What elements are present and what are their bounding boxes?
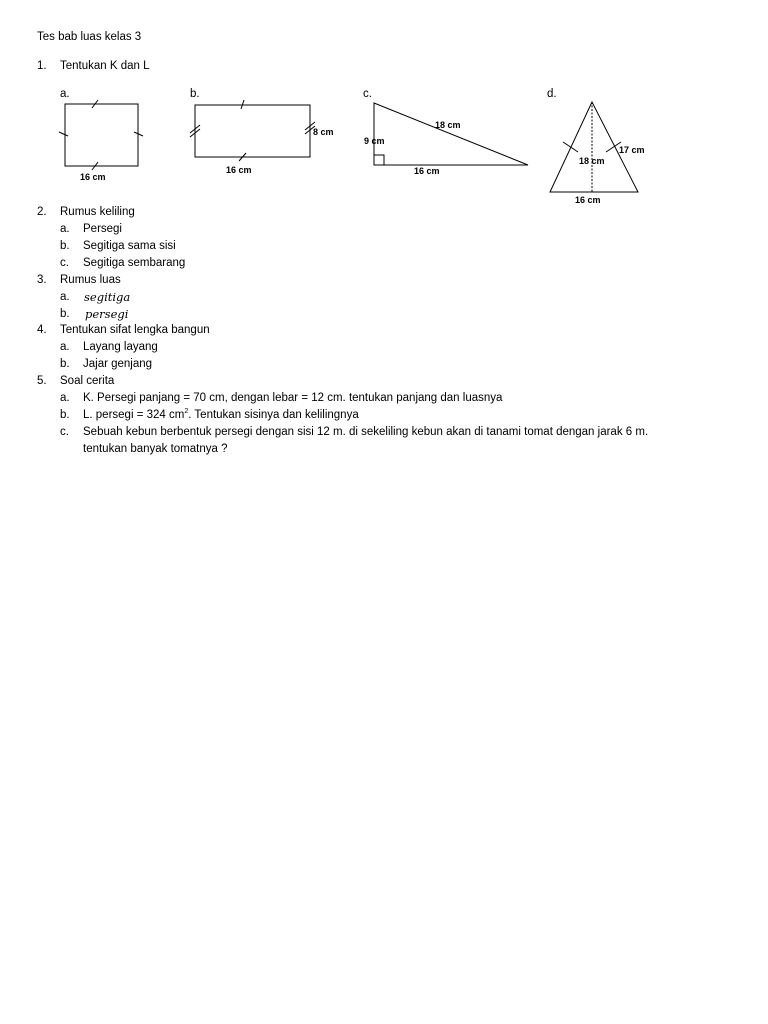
fig-a-letter: a. (60, 88, 70, 100)
q4-b-letter: b. (60, 358, 70, 370)
q5-c-letter: c. (60, 426, 69, 438)
q5-a-text: K. Persegi panjang = 70 cm, dengan lebar = 12 cm. tentukan panjang dan luasnya (83, 392, 503, 404)
fig-d-letter: d. (547, 88, 557, 100)
q3-text: Rumus luas (60, 274, 121, 286)
q4-text: Tentukan sifat lengka bangun (60, 324, 210, 336)
right-triangle-figure (360, 97, 535, 182)
q2-b-text: Segitiga sama sisi (83, 240, 176, 252)
rectangle-width-label: 8 cm (313, 127, 334, 137)
q3-a-letter: a. (60, 291, 70, 303)
q4-b-text: Jajar genjang (83, 358, 153, 370)
q5-b-text-post: . Tentukan sisinya dan kelilingnya (188, 409, 359, 421)
fig-c-letter: c. (363, 88, 372, 100)
q4-number: 4. (37, 324, 47, 336)
isosceles-height-label: 18 cm (579, 156, 605, 166)
q2-c-text: Segitiga sembarang (83, 257, 186, 269)
q5-number: 5. (37, 375, 47, 387)
q2-number: 2. (37, 206, 47, 218)
q3-b-letter: b. (60, 308, 70, 320)
q1-number: 1. (37, 60, 47, 72)
q1-text: Tentukan K dan L (60, 60, 150, 72)
square-figure (55, 97, 150, 187)
q5-b-text-pre: L. persegi = 324 cm (83, 409, 185, 421)
q2-b-letter: b. (60, 240, 70, 252)
q3-a-text: segitiga (84, 290, 131, 304)
q5-c-line2: tentukan banyak tomatnya ? (83, 443, 228, 455)
rectangle-length-label: 16 cm (226, 165, 252, 175)
triangle-height-label: 9 cm (364, 136, 385, 146)
fig-b-letter: b. (190, 88, 200, 100)
q4-a-letter: a. (60, 341, 70, 353)
rectangle-figure (188, 97, 338, 177)
isosceles-triangle-figure (545, 97, 660, 209)
q3-number: 3. (37, 274, 47, 286)
q5-b-letter: b. (60, 409, 70, 421)
triangle-base-label: 16 cm (414, 166, 440, 176)
q3-b-text: persegi (85, 307, 129, 321)
q2-text: Rumus keliling (60, 206, 135, 218)
q5-c-line1: Sebuah kebun berbentuk persegi dengan sisi 12 m. di sekeliling kebun akan di tanami tomat dengan jarak 6 m. (83, 426, 649, 438)
q4-a-text: Layang layang (83, 341, 158, 353)
page-title: Tes bab luas kelas 3 (37, 31, 142, 43)
q5-text: Soal cerita (60, 375, 115, 387)
isosceles-base-label: 16 cm (575, 195, 601, 205)
q5-b-text (83, 408, 359, 422)
q5-a-letter: a. (60, 392, 70, 404)
triangle-hypotenuse-label: 18 cm (435, 120, 461, 130)
q2-c-letter: c. (60, 257, 69, 269)
q2-a-text: Persegi (83, 223, 122, 235)
square-side-label: 16 cm (80, 172, 106, 182)
q5-b-superscript: 2 (184, 408, 189, 416)
q2-a-letter: a. (60, 223, 70, 235)
isosceles-side-label: 17 cm (619, 145, 645, 155)
